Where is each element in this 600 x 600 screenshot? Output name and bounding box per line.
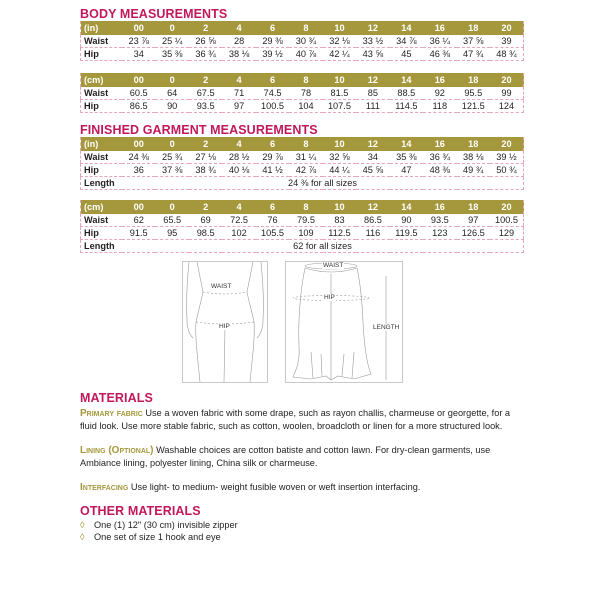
table-cell: 93.5 xyxy=(423,214,456,227)
table-cell: 60.5 xyxy=(122,87,155,100)
table-row-waist xyxy=(81,87,524,100)
table-row-length xyxy=(81,177,524,190)
table-header-row xyxy=(81,200,524,214)
size-header: 4 xyxy=(222,137,255,151)
table-cell: 90 xyxy=(390,214,423,227)
table-cell: 105.5 xyxy=(256,227,289,240)
list-item xyxy=(80,532,524,544)
size-header: 00 xyxy=(122,21,155,35)
size-header: 18 xyxy=(457,137,490,151)
table-cell: 34 xyxy=(356,151,389,164)
length-value: 62 for all sizes xyxy=(293,241,352,251)
table-cell: 36 xyxy=(122,164,155,177)
table-cell: 32 ⅛ xyxy=(323,35,356,48)
table-cell: 121.5 xyxy=(461,101,485,111)
table-cell: 45 ⅝ xyxy=(356,164,389,177)
other-materials-list xyxy=(80,520,524,543)
table-cell: 67.5 xyxy=(189,87,222,100)
size-header: 18 xyxy=(457,21,490,35)
body-measurements-title: BODY MEASUREMENTS xyxy=(80,7,228,21)
size-header: 8 xyxy=(289,137,322,151)
size-header: 2 xyxy=(189,73,222,87)
table-cell: 62 xyxy=(122,214,155,227)
size-header: 12 xyxy=(356,137,389,151)
table-cell: 116 xyxy=(356,227,389,240)
row-label: Waist xyxy=(81,35,123,48)
table-cell: 39 xyxy=(490,35,524,48)
size-header: 4 xyxy=(222,21,255,35)
other-materials-title: OTHER MATERIALS xyxy=(80,504,201,518)
size-header: 6 xyxy=(256,200,289,214)
table-cell: 45 xyxy=(401,49,412,59)
table-cell: 39 ½ xyxy=(490,151,524,164)
table-cell: 97 xyxy=(233,101,245,111)
size-header: 00 xyxy=(122,200,155,214)
table-cell: 49 ¾ xyxy=(457,164,490,177)
table-cell: 44 ¼ xyxy=(323,164,356,177)
size-header: 0 xyxy=(155,73,188,87)
table-cell: 111 xyxy=(365,101,380,111)
table-cell: 38 ⅛ xyxy=(228,49,250,59)
table-cell: 48 ⅜ xyxy=(423,164,456,177)
table-cell: 100.5 xyxy=(490,214,524,227)
table-row-hip xyxy=(81,164,524,177)
material-text: Washable choices are cotton batiste and cotton lawn. For dry-clean garments, use Ambiance lining, polyester lining, China silk or charmeuse. xyxy=(80,445,491,468)
table-cell: 95.5 xyxy=(457,87,490,100)
table-cell: 92 xyxy=(423,87,456,100)
skirt-waist-label: WAIST xyxy=(323,262,344,269)
size-header: 14 xyxy=(390,137,423,151)
table-cell: 126.5 xyxy=(457,227,490,240)
table-cell: 86.5 xyxy=(129,101,148,111)
table-cell: 38 ¾ xyxy=(189,164,222,177)
table-cell: 97 xyxy=(457,214,490,227)
table-cell: 107.5 xyxy=(327,101,351,111)
size-header: 6 xyxy=(256,137,289,151)
body-measurements-cm-table xyxy=(80,73,524,113)
table-cell: 78 xyxy=(289,87,322,100)
table-cell: 32 ⅝ xyxy=(323,151,356,164)
table-cell: 25 ¾ xyxy=(155,151,188,164)
table-cell: 72.5 xyxy=(222,214,255,227)
table-cell: 23 ⅞ xyxy=(122,35,155,48)
table-cell: 36 ¾ xyxy=(423,151,456,164)
table-cell: 50 ¾ xyxy=(490,164,524,177)
size-header: 16 xyxy=(423,137,456,151)
row-label: Length xyxy=(84,178,115,188)
length-value: 24 ⅜ for all sizes xyxy=(288,178,357,188)
table-cell: 90 xyxy=(167,101,178,111)
table-header-row xyxy=(81,73,524,87)
table-cell: 41 ½ xyxy=(256,164,289,177)
table-cell: 109 xyxy=(289,227,322,240)
size-header: 4 xyxy=(222,73,255,87)
table-cell: 102 xyxy=(222,227,255,240)
material-lining xyxy=(80,444,524,469)
row-label: Hip xyxy=(81,164,123,177)
size-header: 14 xyxy=(390,73,423,87)
table-cell: 37 ⅝ xyxy=(457,35,490,48)
table-cell: 123 xyxy=(423,227,456,240)
body-measurements-inches-table xyxy=(80,21,524,61)
size-header: 6 xyxy=(256,21,289,35)
table-cell: 104 xyxy=(298,101,314,111)
table-cell: 74.5 xyxy=(256,87,289,100)
table-cell: 86.5 xyxy=(356,214,389,227)
table-cell: 85 xyxy=(356,87,389,100)
size-header: 10 xyxy=(323,137,356,151)
table-cell: 91.5 xyxy=(122,227,155,240)
size-header: 14 xyxy=(390,21,423,35)
table-cell: 40 ⅞ xyxy=(295,49,317,59)
table-cell: 46 ⅜ xyxy=(429,49,451,59)
table-cell: 98.5 xyxy=(189,227,222,240)
size-header: 12 xyxy=(356,200,389,214)
size-header: 10 xyxy=(323,200,356,214)
table-cell: 118 xyxy=(432,101,448,111)
table-cell: 29 ⅞ xyxy=(256,151,289,164)
table-cell: 26 ⅝ xyxy=(189,35,222,48)
table-row-length xyxy=(81,240,524,253)
materials-title: MATERIALS xyxy=(80,391,153,405)
skirt-hip-label: HIP xyxy=(324,294,335,301)
table-cell: 42 ¼ xyxy=(329,49,350,59)
table-row-waist xyxy=(81,35,524,48)
material-text: Use a woven fabric with some drape, such as rayon challis, charmeuse or georgette, for a fluid look. Use more stable fabric, such as cotton, woolen, broadcloth or linen for a more structured look. xyxy=(80,408,511,431)
row-label: Hip xyxy=(84,49,99,59)
table-cell: 34 xyxy=(133,49,144,59)
size-header: 20 xyxy=(490,21,524,35)
table-cell: 47 xyxy=(390,164,423,177)
size-header: 18 xyxy=(457,73,490,87)
table-cell: 100.5 xyxy=(261,101,285,111)
table-cell: 99 xyxy=(490,87,524,100)
unit-header: (in) xyxy=(81,21,123,35)
size-header: 6 xyxy=(256,73,289,87)
table-cell: 33 ½ xyxy=(356,35,389,48)
body-silhouette-icon xyxy=(183,262,267,382)
table-cell: 35 ⅜ xyxy=(390,151,423,164)
size-header: 16 xyxy=(423,21,456,35)
skirt-length-label: LENGTH xyxy=(373,324,400,331)
table-row-hip xyxy=(81,48,524,61)
size-header: 12 xyxy=(356,73,389,87)
table-cell: 69 xyxy=(189,214,222,227)
body-figure xyxy=(182,261,268,383)
list-item xyxy=(80,520,524,532)
table-cell: 83 xyxy=(323,214,356,227)
table-cell: 27 ⅛ xyxy=(189,151,222,164)
table-cell: 47 ¾ xyxy=(463,49,484,59)
table-cell: 79.5 xyxy=(289,214,322,227)
table-cell: 129 xyxy=(490,227,524,240)
row-label: Waist xyxy=(81,151,123,164)
unit-header: (cm) xyxy=(81,73,123,87)
table-cell: 25 ¼ xyxy=(155,35,188,48)
size-header: 00 xyxy=(122,137,155,151)
table-cell: 24 ⅜ xyxy=(122,151,155,164)
list-item-text: One set of size 1 hook and eye xyxy=(94,531,221,542)
table-cell: 30 ¾ xyxy=(289,35,322,48)
size-header: 12 xyxy=(356,21,389,35)
table-cell: 81.5 xyxy=(323,87,356,100)
table-cell: 37 ⅜ xyxy=(155,164,188,177)
table-cell: 124 xyxy=(498,101,515,111)
size-header: 14 xyxy=(390,200,423,214)
table-row-waist xyxy=(81,214,524,227)
table-cell: 40 ⅛ xyxy=(222,164,255,177)
table-cell: 93.5 xyxy=(196,101,215,111)
table-header-row xyxy=(81,21,524,35)
body-hip-label: HIP xyxy=(219,323,230,330)
size-header: 0 xyxy=(155,137,188,151)
body-waist-label: WAIST xyxy=(211,283,232,290)
size-header: 8 xyxy=(289,73,322,87)
size-header: 8 xyxy=(289,200,322,214)
table-cell: 114.5 xyxy=(395,101,418,111)
table-row-hip xyxy=(81,227,524,240)
table-cell: 64 xyxy=(155,87,188,100)
table-cell: 35 ⅜ xyxy=(161,49,183,59)
row-label: Hip xyxy=(84,101,99,111)
table-cell: 28 ½ xyxy=(222,151,255,164)
row-label: Waist xyxy=(81,87,123,100)
size-chart-page xyxy=(80,0,524,543)
size-header: 10 xyxy=(323,21,356,35)
table-cell: 36 ¼ xyxy=(423,35,456,48)
unit-header: (in) xyxy=(81,137,123,151)
table-header-row xyxy=(81,137,524,151)
material-primary-fabric xyxy=(80,407,524,432)
materials-list xyxy=(80,407,524,494)
size-header: 8 xyxy=(289,21,322,35)
material-interfacing xyxy=(80,481,524,494)
table-cell: 42 ⅞ xyxy=(289,164,322,177)
table-cell: 76 xyxy=(256,214,289,227)
table-cell: 39 ½ xyxy=(262,49,283,59)
table-cell: 36 ¾ xyxy=(195,49,216,59)
row-label: Hip xyxy=(81,227,123,240)
size-header: 20 xyxy=(490,73,524,87)
size-header: 18 xyxy=(457,200,490,214)
size-header: 20 xyxy=(490,137,524,151)
size-header: 16 xyxy=(423,200,456,214)
table-cell: 48 ¾ xyxy=(496,49,517,59)
skirt-figure xyxy=(285,261,403,383)
material-text: Use light- to medium- weight fusible woven or weft insertion interfacing. xyxy=(130,482,421,492)
material-lead: Interfacing xyxy=(80,482,129,493)
table-cell: 43 ⅝ xyxy=(362,49,384,59)
size-header: 20 xyxy=(490,200,524,214)
measurement-figures xyxy=(80,261,524,383)
size-header: 4 xyxy=(222,200,255,214)
table-cell: 71 xyxy=(222,87,255,100)
table-row-hip xyxy=(81,100,524,113)
size-header: 0 xyxy=(155,21,188,35)
material-lead: Lining (Optional) xyxy=(80,445,154,456)
row-label: Waist xyxy=(81,214,123,227)
skirt-silhouette-icon xyxy=(286,262,402,382)
table-cell: 29 ⅜ xyxy=(256,35,289,48)
size-header: 00 xyxy=(122,73,155,87)
table-row-waist xyxy=(81,151,524,164)
size-header: 16 xyxy=(423,73,456,87)
size-header: 2 xyxy=(189,137,222,151)
size-header: 0 xyxy=(155,200,188,214)
table-cell: 38 ⅛ xyxy=(457,151,490,164)
row-label: Length xyxy=(84,241,115,251)
size-header: 2 xyxy=(189,200,222,214)
diamond-bullet-icon: ◊ xyxy=(80,520,85,530)
finished-garment-inches-table xyxy=(80,137,524,190)
table-cell: 88.5 xyxy=(390,87,423,100)
size-header: 2 xyxy=(189,21,222,35)
finished-garment-cm-table xyxy=(80,200,524,253)
diamond-bullet-icon: ◊ xyxy=(80,531,85,542)
table-cell: 95 xyxy=(155,227,188,240)
table-cell: 28 xyxy=(222,35,255,48)
table-cell: 119.5 xyxy=(390,227,423,240)
finished-garment-title: FINISHED GARMENT MEASUREMENTS xyxy=(80,123,318,137)
table-cell: 65.5 xyxy=(155,214,188,227)
list-item-text: One (1) 12" (30 cm) invisible zipper xyxy=(94,520,238,530)
table-cell: 34 ⅞ xyxy=(390,35,423,48)
size-header: 10 xyxy=(323,73,356,87)
material-lead: Primary fabric xyxy=(80,408,143,419)
table-cell: 31 ¼ xyxy=(289,151,322,164)
table-cell: 112.5 xyxy=(323,227,356,240)
unit-header: (cm) xyxy=(81,200,123,214)
